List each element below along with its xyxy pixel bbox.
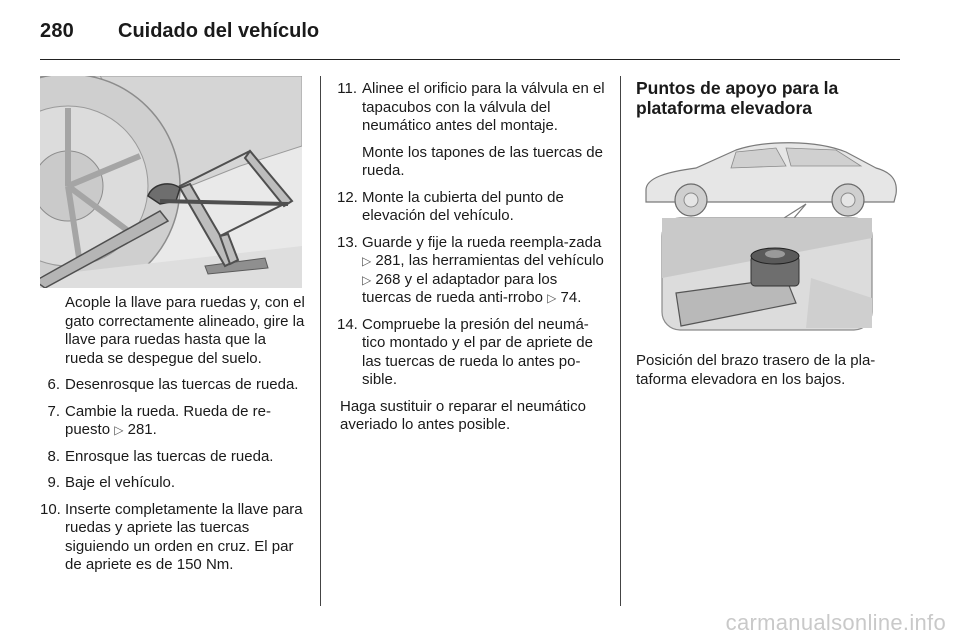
step-13 <box>337 234 605 308</box>
column-divider-right <box>620 76 621 606</box>
middle-column <box>337 80 605 443</box>
step-number: 9. <box>47 474 60 491</box>
step-14 <box>337 316 605 390</box>
section-heading: Puntos de apoyo para la plataforma elevadora <box>636 78 839 118</box>
page-reference-arrow-icon: ▷ <box>362 272 372 287</box>
header-rule <box>40 59 900 60</box>
step-number: 11. <box>337 80 357 97</box>
intro-paragraph: Acople la llave para ruedas y, con el gato correctamente alineado, gire la llave para ruedas hasta que la rueda se despegue del suelo. <box>65 294 305 367</box>
page-number: 280 <box>40 20 74 42</box>
step-12 <box>337 189 605 226</box>
step-text: Alinee el orificio para la válvula en el tapacubos con la válvula del neumático antes del montaje. <box>362 80 605 134</box>
page-reference-arrow-icon: ▷ <box>114 423 124 437</box>
step-6 <box>40 376 306 395</box>
figure-caption: Posición del brazo trasero de la pla-taforma elevadora en los bajos. <box>636 352 876 388</box>
step-8 <box>40 448 306 467</box>
step-text: Monte la cubierta del punto de elevación del vehículo. <box>362 188 564 224</box>
step-text: Inserte completamente la llave para ruedas y apriete las tuercas siguiendo un orden en cruz. El par de apriete es de 150 Nm. <box>65 500 303 573</box>
step-number: 13. <box>337 233 358 251</box>
closing-paragraph: Haga sustituir o reparar el neumático averiado lo antes posible. <box>340 397 586 433</box>
step-text: Desenrosque las tuercas de rueda. <box>65 376 299 393</box>
watermark: carmanualsonline.info <box>725 610 946 635</box>
step-text: Cambie la rueda. Rueda de re-puesto <box>65 402 271 438</box>
step-number: 14. <box>337 315 358 333</box>
step-9 <box>40 474 306 493</box>
page-reference-arrow-icon: ▷ <box>362 254 372 268</box>
section-title: Cuidado del vehículo <box>118 20 320 42</box>
step-number: 7. <box>47 402 60 420</box>
step-subtext: Monte los tapones de las tuercas de rueda. <box>362 143 603 179</box>
lift-point-illustration <box>636 128 900 336</box>
step-10 <box>40 501 306 575</box>
step-number: 10. <box>40 500 61 518</box>
page-reference-arrow-icon: ▷ <box>547 291 557 305</box>
column-divider-left <box>320 76 321 606</box>
step-11 <box>337 80 605 181</box>
step-text: Baje el vehículo. <box>65 474 176 491</box>
step-text: Enrosque las tuercas de rueda. <box>65 447 274 465</box>
step-text: Guarde y fije la rueda reempla-zada <box>362 233 602 251</box>
step-text: Compruebe la presión del neumá-tico montado y el par de apriete de las tuercas de rueda lo antes po-sible. <box>362 315 593 388</box>
page-reference[interactable]: 281, las herramientas del vehículo <box>375 252 604 269</box>
page-reference[interactable]: 281. <box>127 421 157 438</box>
right-column <box>636 78 906 118</box>
page-header <box>40 12 900 60</box>
step-number: 12. <box>337 188 358 206</box>
step-7 <box>40 403 306 440</box>
right-column-caption-block <box>636 352 906 397</box>
jack-illustration <box>40 76 302 288</box>
step-number: 6. <box>47 376 60 393</box>
left-column <box>40 294 306 583</box>
page-reference[interactable]: 74. <box>560 289 582 306</box>
page-reference[interactable]: 268 y el adaptador para los tuercas de rueda anti-rrobo <box>362 270 558 306</box>
step-number: 8. <box>47 447 60 465</box>
